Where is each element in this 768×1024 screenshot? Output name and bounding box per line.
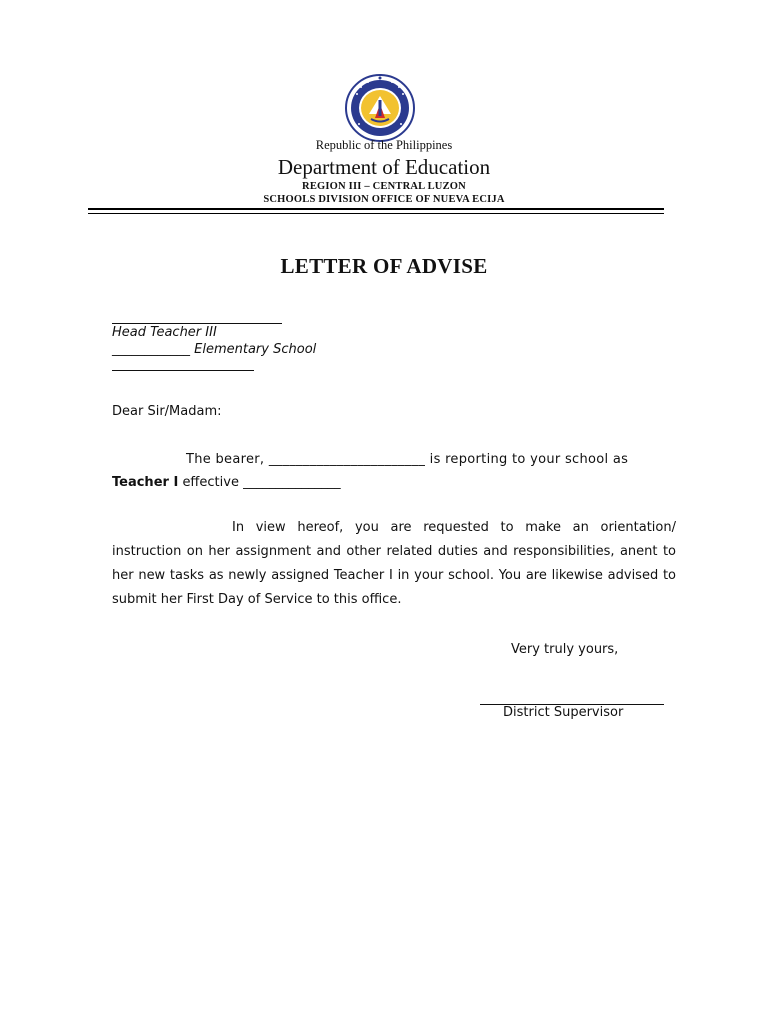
role-text: Teacher I	[112, 475, 179, 490]
deped-seal-logo	[335, 74, 425, 142]
addressee-position: Head Teacher III	[112, 325, 217, 340]
school-name-blank: ____________	[112, 342, 190, 357]
letter-title: LETTER OF ADVISE	[280, 254, 488, 278]
paragraph-bearer	[186, 452, 676, 467]
bearer-text: The bearer,	[186, 452, 265, 467]
region-line: REGION III – CENTRAL LUZON	[302, 181, 466, 192]
header-rule-thick	[88, 208, 664, 210]
addressee-name-blank	[112, 323, 282, 324]
department-name: Department of Education	[277, 155, 491, 179]
paragraph-bearer-line2	[112, 475, 341, 490]
salutation: Dear Sir/Madam:	[112, 404, 222, 419]
reporting-text: is reporting to your school as	[429, 452, 629, 467]
effective-text: effective	[182, 475, 239, 490]
school-address-blank	[112, 370, 254, 371]
effective-date-blank: _______________	[243, 475, 341, 490]
addressee-school	[112, 342, 316, 357]
instructions-text: In view hereof, you are requested to make an orientation/ instruction on her assignment and other related duties and responsibilities, anent to her new tasks as newly assigned Teacher I in your school. You are likewise advised to submit her First Day of Service to this office.	[112, 520, 676, 607]
division-line: SCHOOLS DIVISION OFFICE OF NUEVA ECIJA	[263, 194, 505, 205]
paragraph-instructions	[112, 516, 676, 612]
republic-line: Republic of the Philippines	[315, 138, 453, 152]
signatory-title: District Supervisor	[503, 705, 624, 720]
school-suffix: Elementary School	[194, 342, 317, 357]
bearer-name-blank: _______________________	[268, 452, 426, 467]
closing: Very truly yours,	[511, 642, 619, 657]
header-rule-thin	[88, 213, 664, 214]
